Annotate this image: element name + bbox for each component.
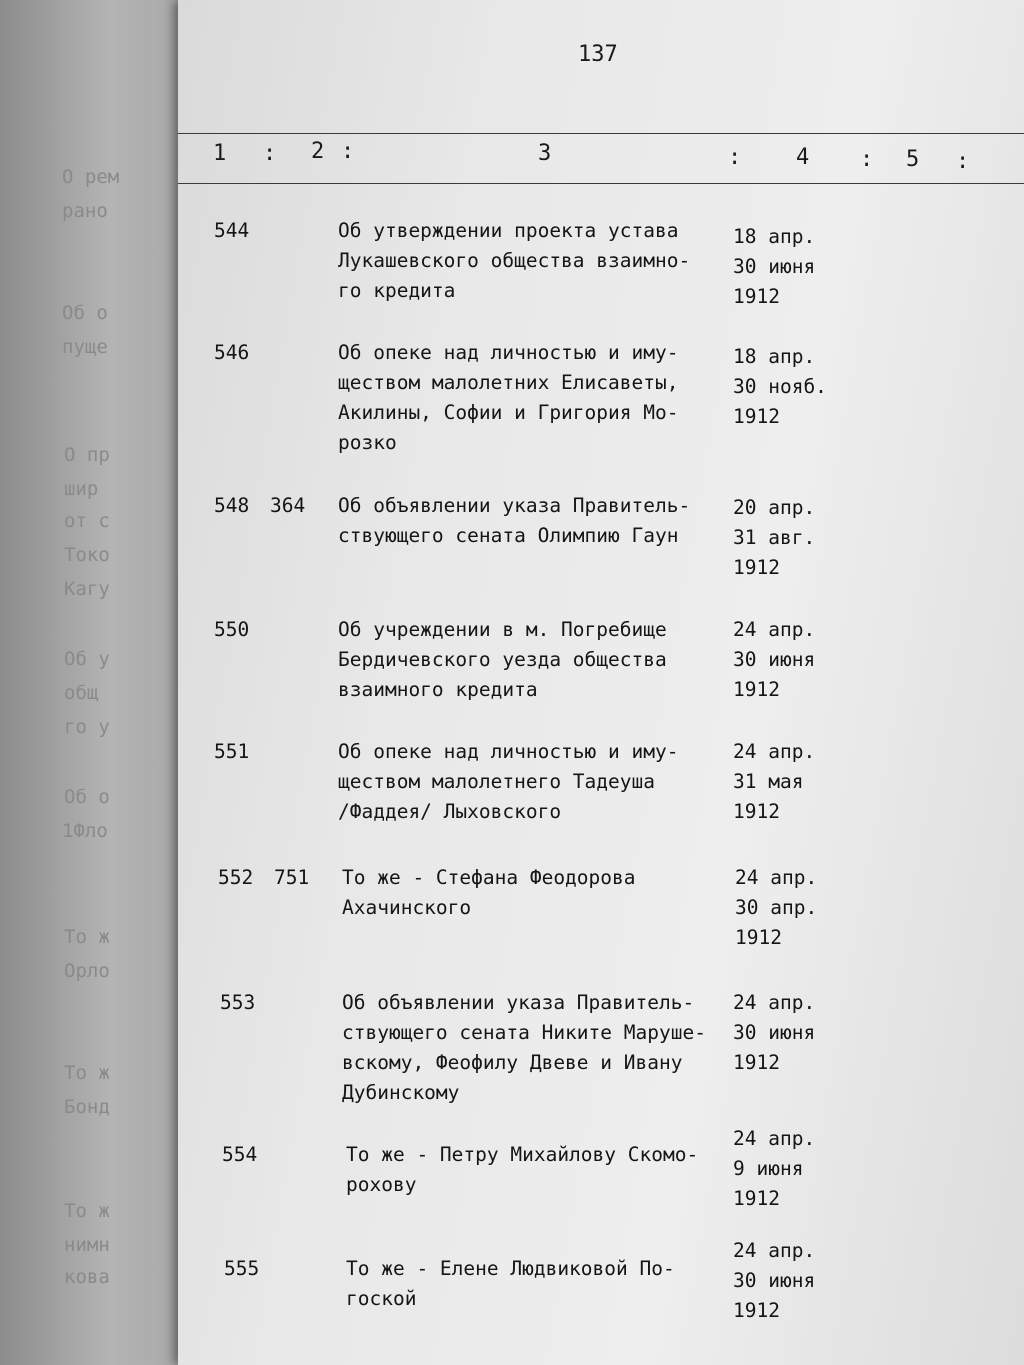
entry-number: 553: [220, 991, 256, 1014]
description-line: розко: [338, 431, 397, 454]
entry-number: 544: [214, 219, 250, 242]
column-separator: :: [728, 145, 742, 170]
entry-550: [0, 615, 1024, 701]
description-line: гоской: [346, 1287, 417, 1310]
date-line: 1912: [733, 556, 780, 579]
entry-number: 554: [222, 1143, 258, 1166]
left-page-fragment: нимн: [64, 1234, 110, 1256]
entry-number: 546: [214, 341, 250, 364]
left-page-fragment: общ: [64, 682, 99, 704]
date-line: 1912: [733, 285, 780, 308]
date-line: 1912: [733, 1187, 780, 1210]
date-line: 18 апр.: [733, 345, 816, 368]
description-line: То же - Елене Людвиковой По-: [346, 1257, 675, 1280]
entry-number: 551: [214, 740, 250, 763]
left-page-fragment: кова: [64, 1266, 110, 1288]
column-separator: :: [860, 147, 874, 172]
entry-description: [338, 216, 690, 306]
left-page-fragment: Кагу: [64, 578, 110, 600]
column-header-5: 5: [906, 147, 920, 172]
entry-description: [342, 988, 706, 1108]
left-page-fragment: То ж: [64, 1200, 110, 1222]
date-line: 30 июня: [733, 1021, 816, 1044]
entry-description: [346, 1140, 698, 1200]
date-line: 30 июня: [733, 648, 816, 671]
column-separator: :: [263, 141, 277, 166]
description-line: То же - Стефана Феодорова: [342, 866, 636, 889]
entry-description: [338, 338, 678, 458]
date-line: 24 апр.: [733, 618, 816, 641]
entry-number: 555: [224, 1257, 260, 1280]
left-page-fragment: шир: [64, 478, 99, 500]
entry-dates: [733, 615, 815, 705]
entry-old-number: 364: [270, 494, 306, 517]
entry-552: [0, 863, 1024, 949]
entry-dates: [733, 1124, 815, 1214]
date-line: 30 нояб.: [733, 375, 827, 398]
entry-dates: [733, 342, 827, 432]
page-number: 137: [578, 42, 618, 67]
date-line: 1912: [735, 926, 782, 949]
entry-dates: [735, 863, 817, 953]
entry-number: 548: [214, 494, 250, 517]
column-header-3: 3: [538, 141, 552, 166]
date-line: 1912: [733, 800, 780, 823]
left-page-fragment: Бонд: [64, 1096, 110, 1118]
description-line: Лукашевского общества взаимно-: [338, 249, 691, 272]
column-header-2: 2: [311, 139, 325, 164]
description-line: Об объявлении указа Правитель-: [342, 991, 695, 1014]
left-page-fragment: го у: [64, 716, 110, 738]
header-rule-bottom: [178, 183, 1024, 184]
description-line: ствующего сената Никите Маруше-: [342, 1021, 706, 1044]
left-page-fragment: Об о: [62, 302, 108, 324]
entry-number: 552: [218, 866, 254, 889]
entry-description: [346, 1254, 675, 1314]
date-line: 1912: [733, 678, 780, 701]
column-separator: :: [956, 149, 970, 174]
description-line: Об утверждении проекта устава: [338, 219, 679, 242]
entry-544: [0, 216, 1024, 308]
column-header-1: 1: [213, 141, 227, 166]
left-page-fragment: То ж: [64, 1062, 110, 1084]
date-line: 1912: [733, 1299, 780, 1322]
date-line: 31 мая: [733, 770, 804, 793]
left-page-fragment: 1Фло: [62, 820, 108, 842]
left-page-fragment: рано: [62, 200, 108, 222]
description-line: Об опеке над личностью и иму-: [338, 341, 679, 364]
entry-dates: [733, 988, 815, 1078]
description-line: ствующего сената Олимпию Гаун: [338, 524, 679, 547]
left-page-fragment: Орло: [64, 960, 110, 982]
left-page-fragment: О рем: [62, 166, 120, 188]
date-line: 31 авг.: [733, 526, 816, 549]
description-line: Дубинскому: [342, 1081, 460, 1104]
entry-number: 550: [214, 618, 250, 641]
left-page-fragment: Токо: [64, 544, 110, 566]
left-page-fragment: О пр: [64, 444, 110, 466]
entry-description: [338, 737, 678, 827]
description-line: Бердичевского уезда общества: [338, 648, 667, 671]
description-line: /Фаддея/ Лыховского: [338, 800, 562, 823]
date-line: 1912: [733, 405, 780, 428]
date-line: 1912: [733, 1051, 780, 1074]
date-line: 30 июня: [733, 1269, 816, 1292]
date-line: 24 апр.: [735, 866, 818, 889]
date-line: 9 июня: [733, 1157, 804, 1180]
date-line: 24 апр.: [733, 740, 816, 763]
left-page-fragment: Об о: [64, 786, 110, 808]
entry-dates: [733, 737, 815, 827]
description-line: рохову: [346, 1173, 417, 1196]
left-page-fragment: Об у: [64, 648, 110, 670]
description-line: го кредита: [338, 279, 456, 302]
entry-description: [338, 615, 667, 705]
description-line: взаимного кредита: [338, 678, 538, 701]
date-line: 24 апр.: [733, 991, 816, 1014]
entry-dates: [733, 493, 815, 583]
date-line: 18 апр.: [733, 225, 816, 248]
entry-dates: [733, 1236, 815, 1326]
entry-description: [338, 491, 690, 551]
header-rule-top: [178, 133, 1024, 134]
description-line: ществом малолетних Елисаветы,: [338, 371, 679, 394]
entry-old-number: 751: [274, 866, 310, 889]
column-header-4: 4: [796, 145, 810, 170]
date-line: 30 июня: [733, 255, 816, 278]
description-line: вскому, Феофилу Двеве и Ивану: [342, 1051, 683, 1074]
entry-554: [0, 1127, 1024, 1210]
description-line: ществом малолетнего Тадеуша: [338, 770, 655, 793]
left-page-fragment: То ж: [64, 926, 110, 948]
entry-dates: [733, 222, 815, 312]
entry-551: [0, 737, 1024, 823]
description-line: Об объявлении указа Правитель-: [338, 494, 691, 517]
description-line: Ахачинского: [342, 896, 472, 919]
entry-description: [342, 863, 636, 923]
date-line: 30 апр.: [735, 896, 818, 919]
column-separator: :: [341, 139, 355, 164]
left-page-fragment: от с: [64, 510, 110, 532]
description-line: Об опеке над личностью и иму-: [338, 740, 679, 763]
date-line: 24 апр.: [733, 1239, 816, 1262]
description-line: Об учреждении в м. Погребище: [338, 618, 667, 641]
date-line: 24 апр.: [733, 1127, 816, 1150]
left-page-fragment: пуще: [62, 336, 108, 358]
description-line: Акилины, Софии и Григория Мо-: [338, 401, 679, 424]
left-page-bleed: [0, 0, 200, 1365]
description-line: То же - Петру Михайлову Скомо-: [346, 1143, 699, 1166]
date-line: 20 апр.: [733, 496, 816, 519]
